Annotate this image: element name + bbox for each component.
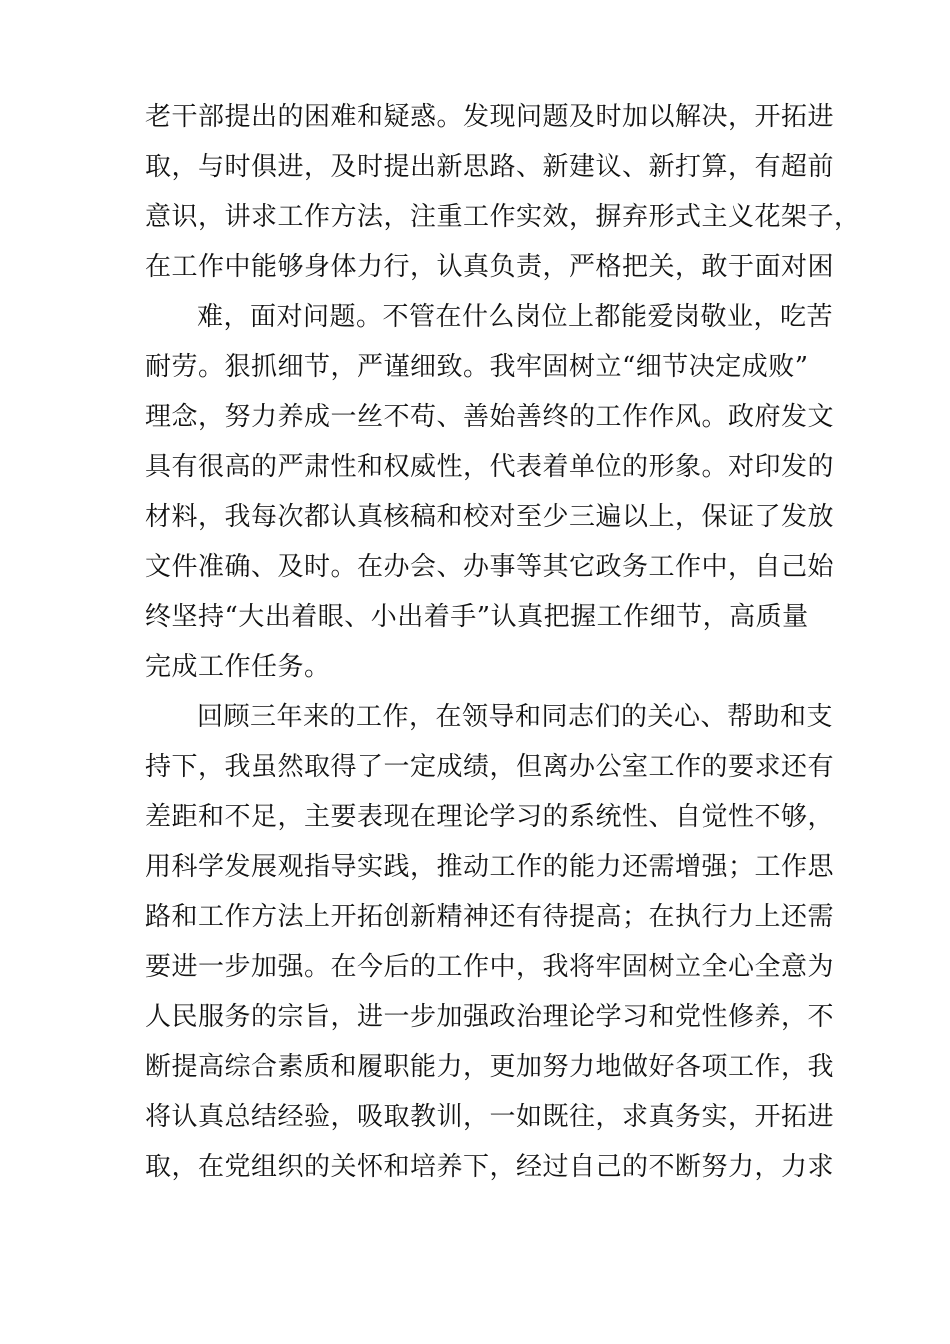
text-line: 理念，努力养成一丝不苟、善始善终的工作作风。政府发文	[145, 402, 835, 432]
text-line: 材料，我每次都认真核稿和校对至少三遍以上，保证了发放	[145, 502, 835, 532]
text-line: 将认真总结经验，吸取教训，一如既往，求真务实，开拓进	[145, 1102, 835, 1132]
text-line: 取，与时俱进，及时提出新思路、新建议、新打算，有超前	[145, 152, 835, 182]
text-line: 用科学发展观指导实践，推动工作的能力还需增强；工作思	[145, 852, 835, 882]
text-line: 意识，讲求工作方法，注重工作实效，摒弃形式主义花架子，	[145, 202, 861, 232]
text-line: 完成工作任务。	[145, 652, 331, 682]
text-line: 差距和不足，主要表现在理论学习的系统性、自觉性不够，	[145, 802, 835, 832]
text-line: 人民服务的宗旨，进一步加强政治理论学习和党性修养，不	[145, 1002, 835, 1032]
text-line: 回顾三年来的工作，在领导和同志们的关心、帮助和支	[197, 702, 834, 732]
text-line: 要进一步加强。在今后的工作中，我将牢固树立全心全意为	[145, 952, 835, 982]
text-line: 持下，我虽然取得了一定成绩，但离办公室工作的要求还有	[145, 752, 835, 782]
text-line: 取，在党组织的关怀和培养下，经过自己的不断努力，力求	[145, 1152, 835, 1182]
text-line: 断提高综合素质和履职能力，更加努力地做好各项工作，我	[145, 1052, 835, 1082]
text-line: 老干部提出的困难和疑惑。发现问题及时加以解决，开拓进	[145, 102, 835, 132]
text-line: 文件准确、及时。在办会、办事等其它政务工作中，自己始	[145, 552, 835, 582]
text-line: 具有很高的严肃性和权威性，代表着单位的形象。对印发的	[145, 452, 835, 482]
text-line: 耐劳。狠抓细节，严谨细致。我牢固树立“细节决定成败”	[145, 352, 809, 382]
text-line: 终坚持“大出着眼、小出着手”认真把握工作细节，高质量	[145, 602, 809, 632]
text-line: 在工作中能够身体力行，认真负责，严格把关，敢于面对困	[145, 252, 835, 282]
text-line: 难，面对问题。不管在什么岗位上都能爱岗敬业，吃苦	[197, 302, 834, 332]
text-line: 路和工作方法上开拓创新精神还有待提高；在执行力上还需	[145, 902, 835, 932]
